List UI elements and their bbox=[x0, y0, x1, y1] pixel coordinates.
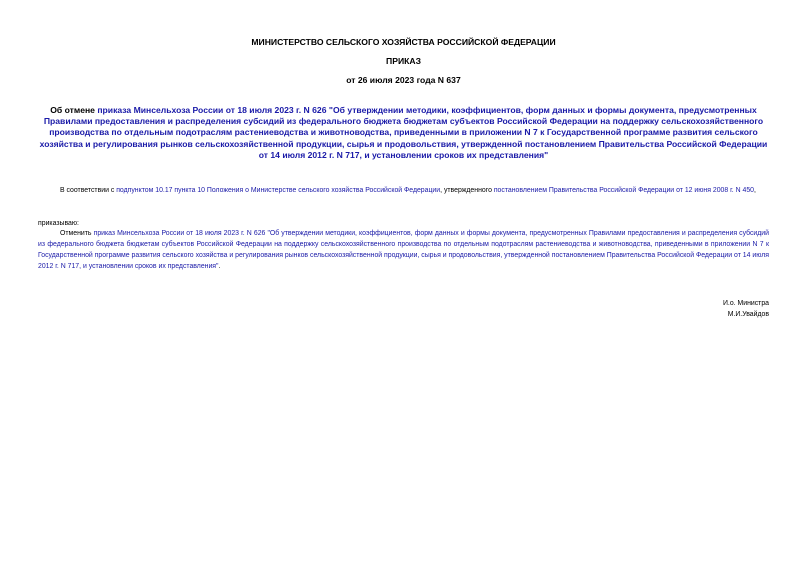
basis-suffix: , bbox=[754, 187, 756, 194]
order-heading: ПРИКАЗ bbox=[386, 56, 421, 66]
document-title bbox=[36, 105, 771, 161]
signatory-name: М.И.Увайдов bbox=[727, 311, 769, 318]
basis-link-regulation[interactable]: Положения о Министерстве сельского хозяйства Российской Федерации bbox=[206, 187, 441, 194]
order-verb: приказываю: bbox=[38, 220, 79, 227]
basis-link-subpoint[interactable]: подпунктом 10.17 пункта 10 bbox=[116, 187, 205, 194]
basis-middle-2: , утвержденного bbox=[440, 187, 494, 194]
legal-basis-paragraph bbox=[38, 185, 769, 196]
basis-link-resolution[interactable]: постановлением Правительства Российской Федерации от 12 июня 2008 г. N 450 bbox=[493, 187, 755, 194]
cancel-suffix: . bbox=[218, 263, 221, 270]
cancel-paragraph bbox=[38, 228, 769, 272]
cancel-prefix: Отменить bbox=[60, 230, 94, 237]
signatory-position: И.о. Министра bbox=[722, 300, 769, 307]
cancel-link-order-626[interactable]: приказ Минсельхоза России от 18 июля 2023 г. N 626 "Об утверждении методики, коэффициентов, форм данных и формы документа, предусмотренных Правилами предоставления и распределения субсидий из федерального бюджета бюджетам субъектов Российской Федерации на поддержку сельскохозяйственного производства по отдельным подотраслям растениеводства и животноводства, приведенными в приложении N 7 к Государственной программе развития сельского хозяйства и регулирования рынков сельскохозяйственной продукции, сырья и продовольствия, утвержденной постановлением Правительства Российской Федерации от 14 июля 2012 г. N 717, и установлении сроков их представления" bbox=[38, 230, 769, 270]
title-link-order-626[interactable]: приказа Минсельхоза России от 18 июля 2023 г. N 626 "Об утверждении методики, коэффициентов, форм данных и формы документа, предусмотренных Правилами предоставления и распределения субсидий из федерального бюджета бюджетам субъектов Российской Федерации на поддержку сельскохозяйственного производства по отдельным подотраслям растениеводства и животноводства, приведенными в приложении N 7 к Государственной программе развития сельского хозяйства и регулирования рынков сельскохозяйственной продукции, сырья и продовольствия, утвержденной постановлением Правительства Российской Федерации от 14 июля 2012 г. N 717, и установлении сроков их представления" bbox=[39, 105, 768, 160]
order-date: от 26 июля 2023 года N 637 bbox=[346, 75, 461, 85]
ministry-name: МИНИСТЕРСТВО СЕЛЬСКОГО ХОЗЯЙСТВА РОССИЙСКОЙ ФЕДЕРАЦИИ bbox=[251, 37, 556, 47]
title-prefix: Об отмене bbox=[50, 105, 98, 115]
basis-prefix: В соответствии с bbox=[60, 187, 117, 194]
